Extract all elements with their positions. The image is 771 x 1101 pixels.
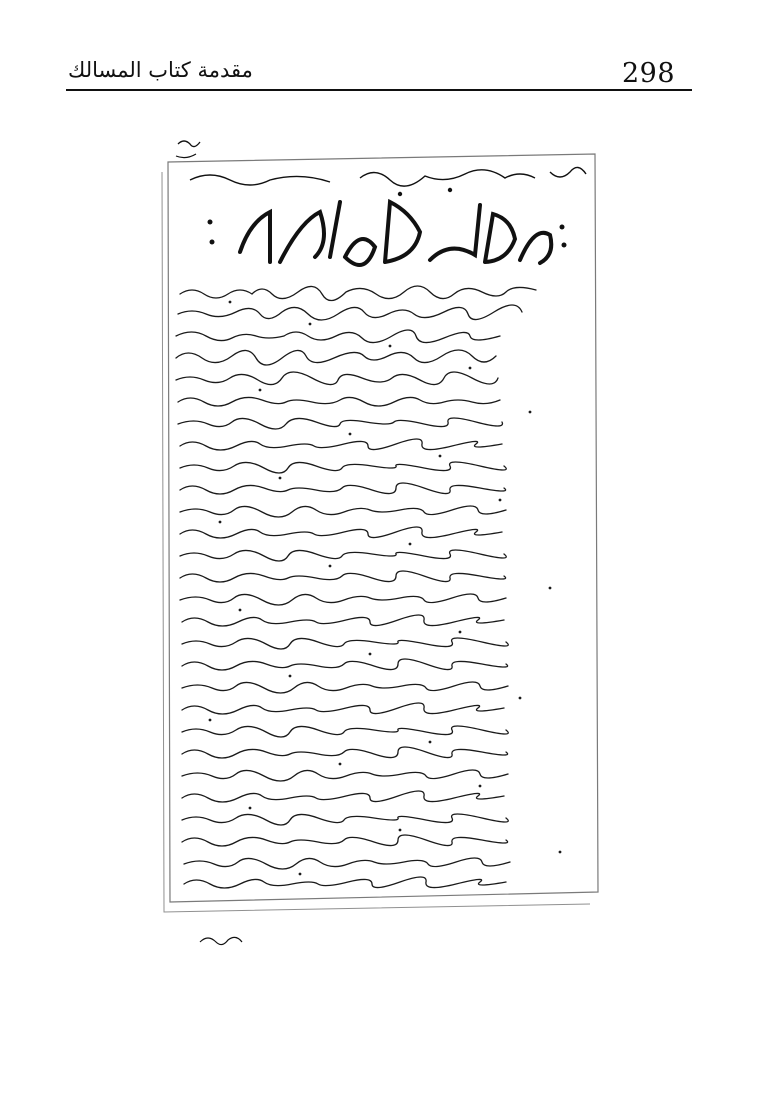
page-number: 298 (622, 58, 676, 89)
header-rule (66, 89, 692, 91)
page-header (0, 0, 771, 95)
manuscript-photocopy-icon (150, 132, 610, 952)
running-title: مقدمة كتاب المسالك (68, 58, 253, 82)
manuscript-image (150, 132, 610, 952)
